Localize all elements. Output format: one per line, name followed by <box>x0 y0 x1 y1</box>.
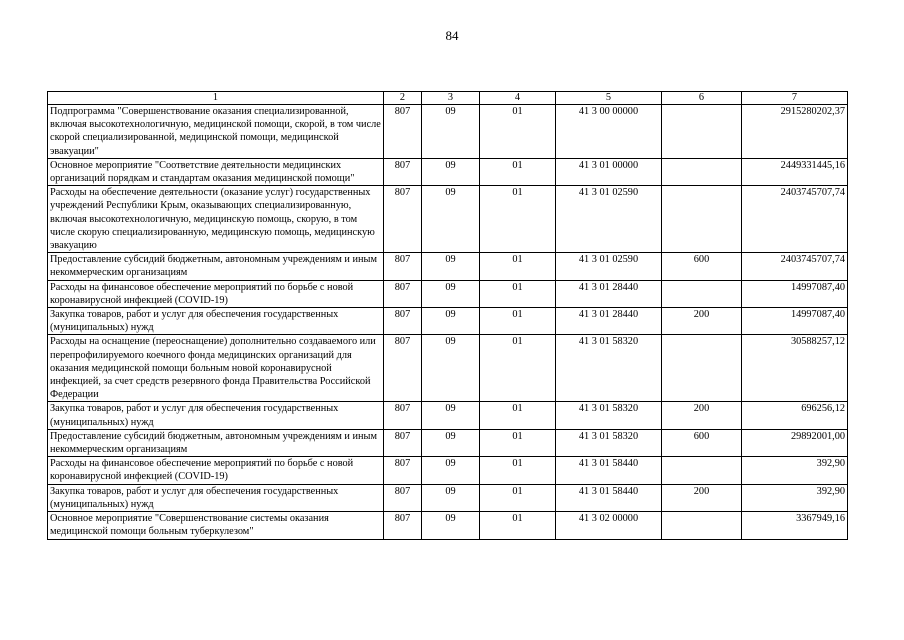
expense-type-code: 600 <box>662 429 742 456</box>
section-code: 09 <box>422 457 480 484</box>
section-code: 09 <box>422 484 480 511</box>
ministry-code: 807 <box>384 308 422 335</box>
target-article-code: 41 3 01 58440 <box>556 457 662 484</box>
ministry-code: 807 <box>384 186 422 253</box>
subsection-code: 01 <box>480 105 556 159</box>
column-header: 1 <box>48 92 384 105</box>
amount: 696256,12 <box>742 402 848 429</box>
amount: 14997087,40 <box>742 308 848 335</box>
section-code: 09 <box>422 512 480 539</box>
row-description: Расходы на обеспечение деятельности (оказание услуг) государственных учреждений Республики Крым, оказывающих специализированную, включая высокотехнологичную, медицинскую помощь, скорую, в том числе скорую специализированную, медицинскую помощь, медицинскую эвакуацию <box>48 186 384 253</box>
table-row <box>48 457 848 484</box>
ministry-code: 807 <box>384 484 422 511</box>
column-header: 7 <box>742 92 848 105</box>
section-code: 09 <box>422 253 480 280</box>
ministry-code: 807 <box>384 105 422 159</box>
table-header-row <box>48 92 848 105</box>
ministry-code: 807 <box>384 429 422 456</box>
ministry-code: 807 <box>384 158 422 185</box>
row-description: Расходы на оснащение (переоснащение) дополнительно создаваемого или перепрофилируемого коечного фонда медицинских организаций для оказания медицинской помощи больным новой коронавирусной инфекцией, за счет средств резервного фонда Правительства Российской Федерации <box>48 335 384 402</box>
row-description: Закупка товаров, работ и услуг для обеспечения государственных (муниципальных) нужд <box>48 308 384 335</box>
expense-type-code <box>662 335 742 402</box>
target-article-code: 41 3 01 02590 <box>556 186 662 253</box>
expense-type-code <box>662 280 742 307</box>
amount: 2915280202,37 <box>742 105 848 159</box>
expense-type-code <box>662 105 742 159</box>
table-row <box>48 253 848 280</box>
row-description: Закупка товаров, работ и услуг для обеспечения государственных (муниципальных) нужд <box>48 484 384 511</box>
section-code: 09 <box>422 280 480 307</box>
amount: 29892001,00 <box>742 429 848 456</box>
table-row <box>48 280 848 307</box>
section-code: 09 <box>422 335 480 402</box>
subsection-code: 01 <box>480 512 556 539</box>
amount: 2403745707,74 <box>742 253 848 280</box>
table-row <box>48 484 848 511</box>
subsection-code: 01 <box>480 484 556 511</box>
table-row <box>48 186 848 253</box>
row-description: Предоставление субсидий бюджетным, автономным учреждениям и иным некоммерческим организациям <box>48 429 384 456</box>
row-description: Закупка товаров, работ и услуг для обеспечения государственных (муниципальных) нужд <box>48 402 384 429</box>
target-article-code: 41 3 01 58320 <box>556 335 662 402</box>
row-description: Основное мероприятие "Соответствие деятельности медицинских организаций порядкам и стандартам оказания медицинской помощи" <box>48 158 384 185</box>
subsection-code: 01 <box>480 253 556 280</box>
section-code: 09 <box>422 158 480 185</box>
table-row <box>48 308 848 335</box>
table-row <box>48 512 848 539</box>
target-article-code: 41 3 01 28440 <box>556 308 662 335</box>
subsection-code: 01 <box>480 457 556 484</box>
subsection-code: 01 <box>480 335 556 402</box>
subsection-code: 01 <box>480 308 556 335</box>
target-article-code: 41 3 02 00000 <box>556 512 662 539</box>
ministry-code: 807 <box>384 253 422 280</box>
target-article-code: 41 3 01 58320 <box>556 429 662 456</box>
table-row <box>48 105 848 159</box>
row-description: Основное мероприятие "Совершенствование системы оказания медицинской помощи больным туберкулезом" <box>48 512 384 539</box>
ministry-code: 807 <box>384 280 422 307</box>
ministry-code: 807 <box>384 402 422 429</box>
ministry-code: 807 <box>384 512 422 539</box>
target-article-code: 41 3 01 58320 <box>556 402 662 429</box>
expense-type-code <box>662 158 742 185</box>
column-header: 5 <box>556 92 662 105</box>
column-header: 6 <box>662 92 742 105</box>
section-code: 09 <box>422 105 480 159</box>
section-code: 09 <box>422 402 480 429</box>
amount: 3367949,16 <box>742 512 848 539</box>
target-article-code: 41 3 01 28440 <box>556 280 662 307</box>
amount: 2403745707,74 <box>742 186 848 253</box>
row-description: Расходы на финансовое обеспечение мероприятий по борьбе с новой коронавирусной инфекцией (COVID-19) <box>48 457 384 484</box>
expense-type-code: 200 <box>662 484 742 511</box>
row-description: Подпрограмма "Совершенствование оказания специализированной, включая высокотехнологичную, медицинской помощи, скорой, в том числе скорой специализированной, медицинской помощи, медицинской эвакуации" <box>48 105 384 159</box>
expense-type-code <box>662 512 742 539</box>
subsection-code: 01 <box>480 280 556 307</box>
page-number: 84 <box>445 28 459 43</box>
expense-type-code: 200 <box>662 402 742 429</box>
expense-type-code: 200 <box>662 308 742 335</box>
column-header: 3 <box>422 92 480 105</box>
subsection-code: 01 <box>480 429 556 456</box>
table-row <box>48 429 848 456</box>
target-article-code: 41 3 01 58440 <box>556 484 662 511</box>
subsection-code: 01 <box>480 186 556 253</box>
row-description: Предоставление субсидий бюджетным, автономным учреждениям и иным некоммерческим организациям <box>48 253 384 280</box>
target-article-code: 41 3 01 02590 <box>556 253 662 280</box>
column-header: 4 <box>480 92 556 105</box>
target-article-code: 41 3 01 00000 <box>556 158 662 185</box>
expense-type-code <box>662 186 742 253</box>
table-row <box>48 402 848 429</box>
section-code: 09 <box>422 186 480 253</box>
budget-table <box>47 91 848 540</box>
amount: 14997087,40 <box>742 280 848 307</box>
ministry-code: 807 <box>384 335 422 402</box>
section-code: 09 <box>422 429 480 456</box>
amount: 392,90 <box>742 457 848 484</box>
subsection-code: 01 <box>480 402 556 429</box>
table-row <box>48 158 848 185</box>
row-description: Расходы на финансовое обеспечение мероприятий по борьбе с новой коронавирусной инфекцией (COVID-19) <box>48 280 384 307</box>
amount: 30588257,12 <box>742 335 848 402</box>
amount: 2449331445,16 <box>742 158 848 185</box>
section-code: 09 <box>422 308 480 335</box>
table-row <box>48 335 848 402</box>
target-article-code: 41 3 00 00000 <box>556 105 662 159</box>
expense-type-code: 600 <box>662 253 742 280</box>
amount: 392,90 <box>742 484 848 511</box>
expense-type-code <box>662 457 742 484</box>
subsection-code: 01 <box>480 158 556 185</box>
column-header: 2 <box>384 92 422 105</box>
ministry-code: 807 <box>384 457 422 484</box>
